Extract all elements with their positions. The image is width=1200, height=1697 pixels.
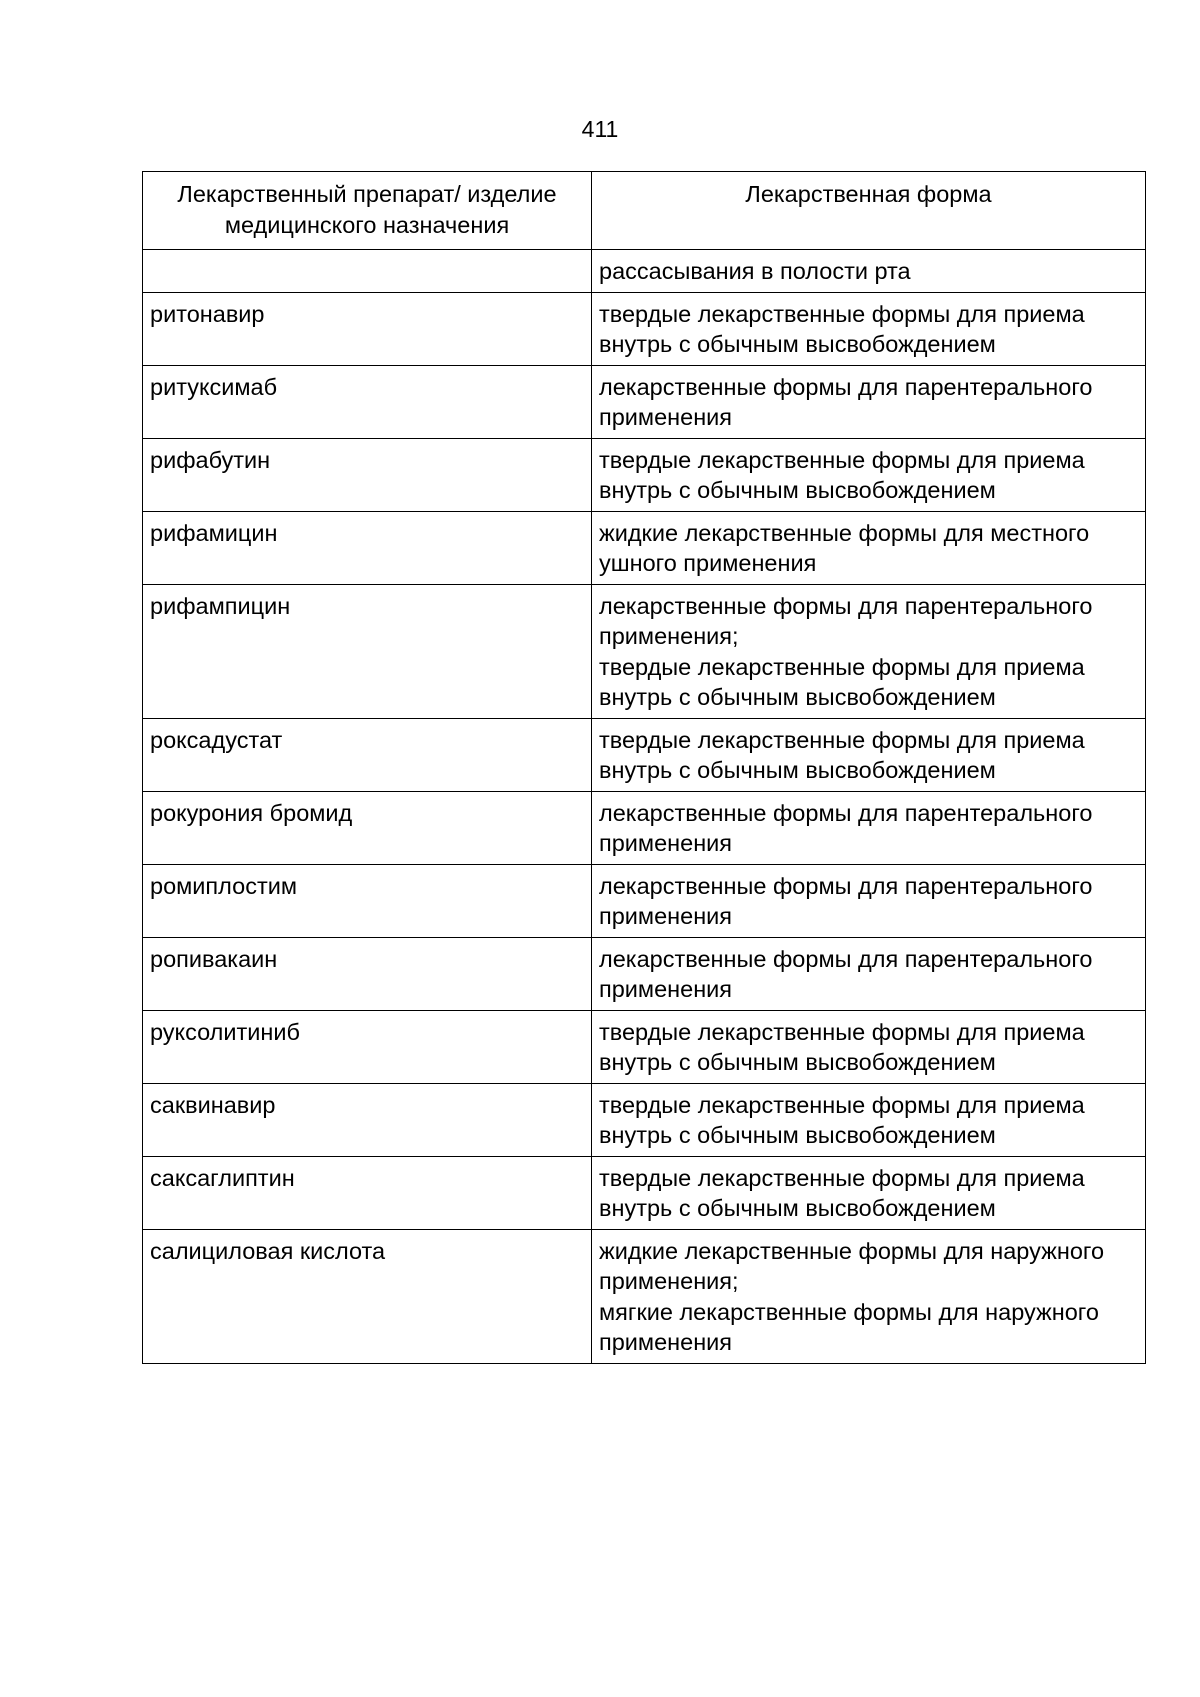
drug-name-cell: рифамицин: [143, 511, 592, 584]
drug-name-cell: рокурония бромид: [143, 791, 592, 864]
dosage-form-text: твердые лекарственные формы для приема внутрь с обычным высвобождением: [599, 1164, 1085, 1221]
drug-name-cell: [143, 250, 592, 293]
table-row: [143, 864, 1146, 937]
table-row: [143, 250, 1146, 293]
drug-name-cell: ропивакаин: [143, 937, 592, 1010]
drug-name-cell: ритонавир: [143, 292, 592, 365]
dosage-form-cell: [592, 1229, 1146, 1363]
dosage-form-cell: [592, 292, 1146, 365]
drug-name-cell: рифабутин: [143, 438, 592, 511]
drug-name-cell: роксадустат: [143, 718, 592, 791]
dosage-form-cell: [592, 937, 1146, 1010]
drug-name-cell: саксаглиптин: [143, 1156, 592, 1229]
drug-name-cell: ромиплостим: [143, 864, 592, 937]
table-row: [143, 1083, 1146, 1156]
dosage-form-cell: [592, 718, 1146, 791]
dosage-form-cell: [592, 438, 1146, 511]
dosage-form-cell: [592, 584, 1146, 718]
dosage-form-text: твердые лекарственные формы для приема внутрь с обычным высвобождением: [599, 446, 1085, 503]
table-row: [143, 718, 1146, 791]
dosage-form-text: твердые лекарственные формы для приема внутрь с обычным высвобождением: [599, 726, 1085, 783]
dosage-form-text: твердые лекарственные формы для приема внутрь с обычным высвобождением: [599, 300, 1085, 357]
page-number: 411: [581, 116, 619, 142]
table-row: [143, 438, 1146, 511]
dosage-form-text: лекарственные формы для парентерального применения: [599, 799, 1093, 856]
dosage-form-text: твердые лекарственные формы для приема внутрь с обычным высвобождением: [599, 653, 1085, 710]
dosage-form-text: твердые лекарственные формы для приема внутрь с обычным высвобождением: [599, 1018, 1085, 1075]
drug-table: [142, 171, 1146, 1364]
table-row: [143, 584, 1146, 718]
drug-name-cell: салициловая кислота: [143, 1229, 592, 1363]
dosage-form-cell: [592, 250, 1146, 293]
dosage-form-text: рассасывания в полости рта: [599, 258, 911, 284]
dosage-form-text: жидкие лекарственные формы для местного ушного применения: [599, 519, 1090, 576]
table-row: [143, 1010, 1146, 1083]
table-row: [143, 292, 1146, 365]
dosage-form-text: жидкие лекарственные формы для наружного применения;: [599, 1237, 1105, 1294]
dosage-form-text: лекарственные формы для парентерального применения: [599, 945, 1093, 1002]
drug-name-cell: руксолитиниб: [143, 1010, 592, 1083]
dosage-form-text: мягкие лекарственные формы для наружного применения: [599, 1298, 1099, 1355]
dosage-form-cell: [592, 1083, 1146, 1156]
drug-name-cell: саквинавир: [143, 1083, 592, 1156]
dosage-form-cell: [592, 791, 1146, 864]
header-form: Лекарственная форма: [592, 172, 1146, 250]
table-row: [143, 1156, 1146, 1229]
table-row: [143, 511, 1146, 584]
dosage-form-cell: [592, 864, 1146, 937]
dosage-form-cell: [592, 1156, 1146, 1229]
dosage-form-text: лекарственные формы для парентерального применения: [599, 872, 1093, 929]
dosage-form-text: лекарственные формы для парентерального применения;: [599, 592, 1093, 649]
dosage-form-cell: [592, 365, 1146, 438]
dosage-form-cell: [592, 511, 1146, 584]
table-row: [143, 791, 1146, 864]
table-row: [143, 937, 1146, 1010]
table-body: [143, 250, 1146, 1364]
header-drug: Лекарственный препарат/ изделие медицинского назначения: [143, 172, 592, 250]
table-row: [143, 1229, 1146, 1363]
dosage-form-text: лекарственные формы для парентерального применения: [599, 373, 1093, 430]
dosage-form-text: твердые лекарственные формы для приема внутрь с обычным высвобождением: [599, 1091, 1085, 1148]
drug-name-cell: рифампицин: [143, 584, 592, 718]
table-header-row: [143, 172, 1146, 250]
drug-name-cell: ритуксимаб: [143, 365, 592, 438]
dosage-form-cell: [592, 1010, 1146, 1083]
table-row: [143, 365, 1146, 438]
